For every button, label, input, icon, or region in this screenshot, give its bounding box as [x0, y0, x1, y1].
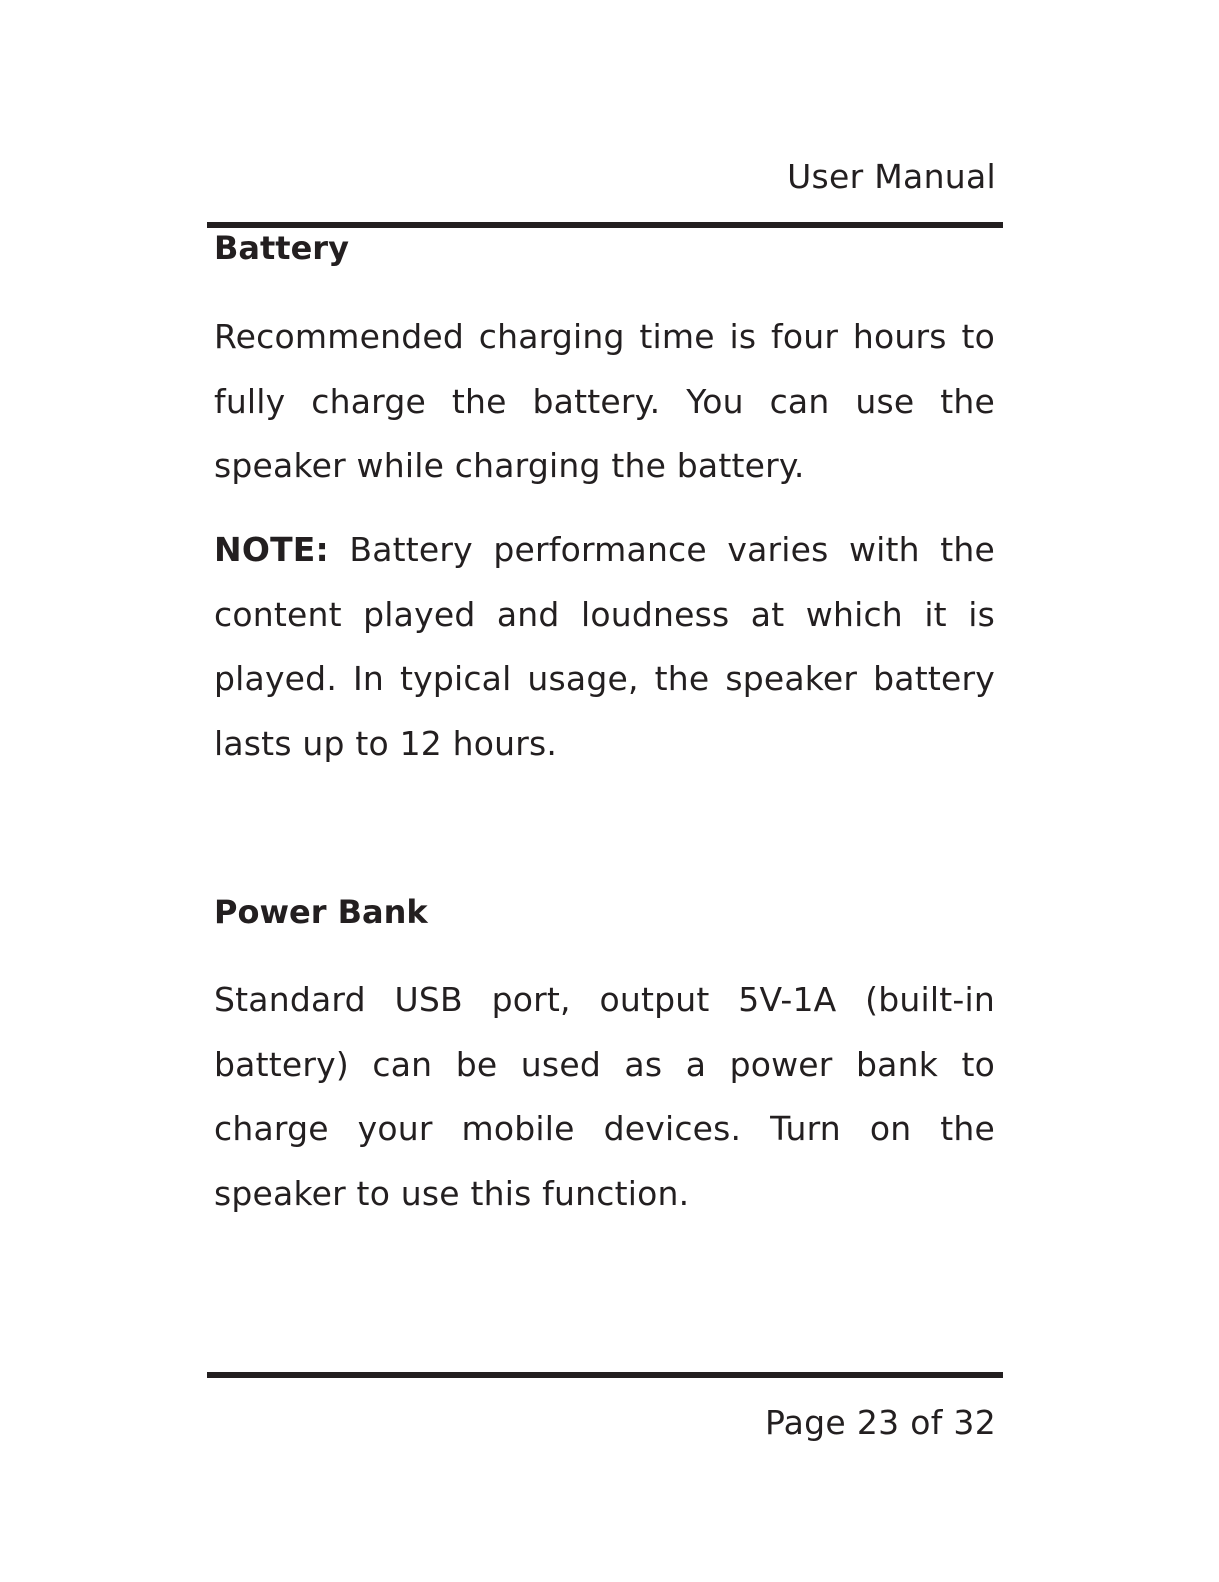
- note-text: Battery performance varies with the content played and loudness at which it is played. In typical usage, the speaker battery lasts up to 12 hours.: [214, 530, 995, 763]
- header-title: User Manual: [787, 157, 996, 196]
- note-label: NOTE:: [214, 530, 329, 569]
- power-bank-paragraph: Standard USB port, output 5V-1A (built-in battery) can be used as a power bank to charge your mobile devices. Turn on the speaker to use this function.: [214, 980, 995, 1213]
- footer-divider: [207, 1372, 1003, 1378]
- battery-paragraph: Recommended charging time is four hours to fully charge the battery. You can use the speaker while charging the battery.: [214, 317, 995, 485]
- header-divider: [207, 222, 1003, 228]
- battery-heading: Battery: [214, 229, 349, 267]
- battery-note: [214, 518, 995, 776]
- power-bank-heading: Power Bank: [214, 893, 428, 931]
- page-number: Page 23 of 32: [764, 1403, 996, 1442]
